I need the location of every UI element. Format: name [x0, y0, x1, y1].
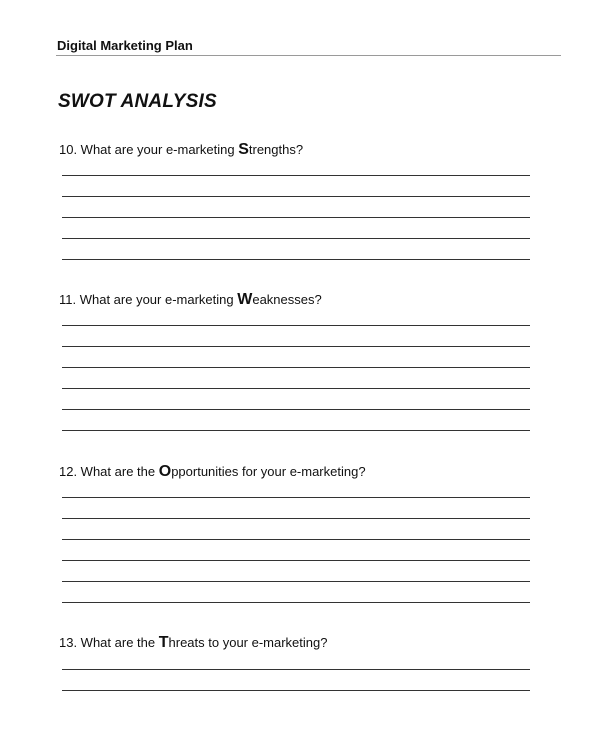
question-rest: pportunities for your e-marketing?	[171, 464, 366, 479]
answer-line[interactable]	[62, 175, 530, 176]
answer-line[interactable]	[62, 669, 530, 670]
answer-lines-weaknesses	[62, 325, 530, 451]
question-prefix: 12. What are the	[59, 464, 159, 479]
answer-lines-threats	[62, 669, 530, 711]
answer-lines-strengths	[62, 175, 530, 280]
question-initial: W	[237, 291, 253, 308]
document-header: Digital Marketing Plan	[57, 38, 193, 53]
header-divider	[56, 55, 561, 56]
answer-line[interactable]	[62, 497, 530, 498]
question-rest: trengths?	[248, 142, 304, 157]
question-rest: hreats to your e-marketing?	[168, 635, 328, 650]
question-threats	[59, 634, 327, 652]
question-initial: S	[238, 141, 249, 158]
question-initial: O	[158, 463, 172, 480]
answer-lines-opportunities	[62, 497, 530, 623]
question-opportunities	[59, 463, 366, 481]
question-prefix: 10. What are your e-marketing	[59, 142, 239, 157]
question-prefix: 11. What are your e-marketing	[59, 292, 238, 307]
answer-line[interactable]	[62, 367, 530, 368]
question-strengths	[59, 141, 303, 159]
answer-line[interactable]	[62, 602, 530, 603]
answer-line[interactable]	[62, 690, 530, 691]
question-rest: eaknesses?	[252, 292, 322, 307]
answer-line[interactable]	[62, 581, 530, 582]
answer-line[interactable]	[62, 196, 530, 197]
answer-line[interactable]	[62, 238, 530, 239]
answer-line[interactable]	[62, 388, 530, 389]
answer-line[interactable]	[62, 430, 530, 431]
question-initial: T	[158, 634, 169, 651]
answer-line[interactable]	[62, 560, 530, 561]
answer-line[interactable]	[62, 539, 530, 540]
answer-line[interactable]	[62, 518, 530, 519]
answer-line[interactable]	[62, 409, 530, 410]
answer-line[interactable]	[62, 346, 530, 347]
question-prefix: 13. What are the	[59, 635, 159, 650]
section-title: SWOT ANALYSIS	[58, 91, 217, 112]
answer-line[interactable]	[62, 325, 530, 326]
answer-line[interactable]	[62, 217, 530, 218]
question-weaknesses	[59, 291, 322, 309]
answer-line[interactable]	[62, 259, 530, 260]
